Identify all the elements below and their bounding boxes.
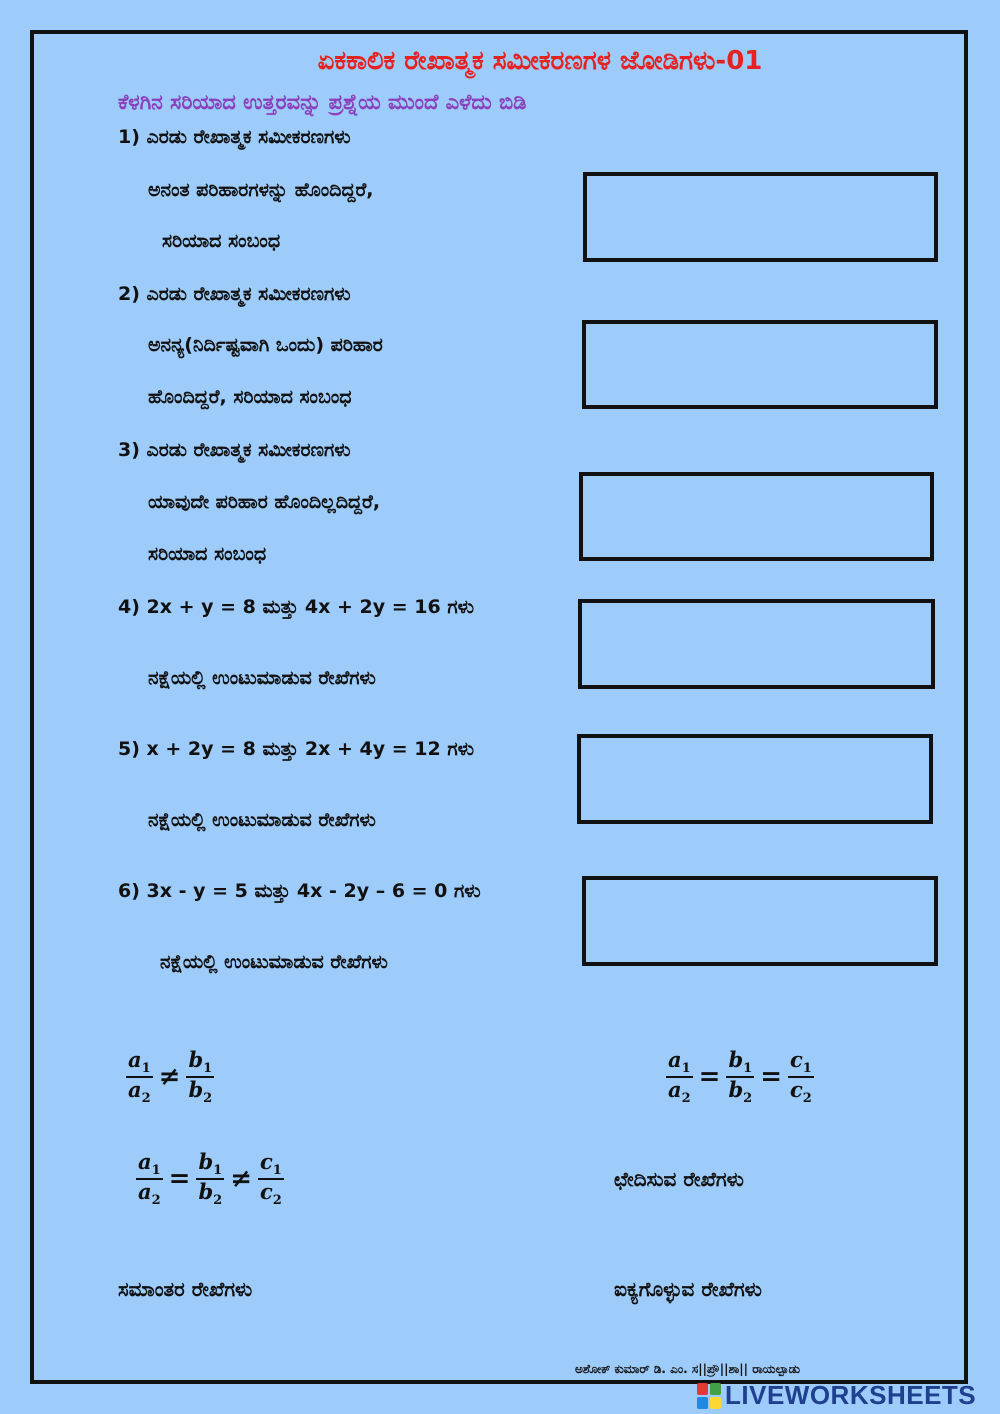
fraction-a: $\frac{a_1}{a_2}$ (138, 1149, 161, 1209)
liveworksheets-brand (697, 1380, 976, 1411)
answer-dropzone-1[interactable] (583, 172, 938, 262)
author-credit: ಅಶೋಕ್ ಕುಮಾರ್ ಡಿ. ಎಂ. ಸ||ಪ್ರೌ||ಶಾ|| ರಾಯಲ್ಪಾಡು (575, 1362, 801, 1376)
question-4-line-2: ನಕ್ಷೆಯಲ್ಲಿ ಉಂಟುಮಾಡುವ ರೇಖೆಗಳು (148, 667, 376, 689)
fraction-a: $\frac{a_1}{a_2}$ (668, 1047, 691, 1107)
question-5-line-2: ನಕ್ಷೆಯಲ್ಲಿ ಉಂಟುಮಾಡುವ ರೇಖೆಗಳು (148, 809, 376, 831)
question-5-line-1: 5) x + 2y = 8 ಮತ್ತು 2x + 4y = 12 ಗಳು (118, 738, 474, 760)
answer-dropzone-4[interactable] (578, 599, 935, 689)
equal-sign: = (760, 1062, 782, 1093)
fraction-b: $\frac{b_1}{b_2}$ (198, 1149, 223, 1209)
question-4-line-1: 4) 2x + y = 8 ಮತ್ತು 4x + 2y = 16 ಗಳು (118, 596, 474, 618)
option-formula-none[interactable] (132, 1150, 288, 1209)
fraction-c: $\frac{c_1}{c_2}$ (259, 1149, 282, 1209)
answer-dropzone-6[interactable] (582, 876, 938, 966)
fraction-b: $\frac{b_1}{b_2}$ (728, 1047, 753, 1107)
fraction-a: $\frac{a_1}{a_2}$ (128, 1047, 151, 1107)
question-1-line-1: 1) ಎರಡು ರೇಖಾತ್ಮಕ ಸಮೀಕರಣಗಳು (118, 126, 351, 148)
option-formula-unique[interactable] (122, 1048, 218, 1107)
question-1-line-3: ಸರಿಯಾದ ಸಂಬಂಧ (162, 230, 281, 252)
not-equal-sign: ≠ (158, 1062, 181, 1093)
question-2-line-3: ಹೊಂದಿದ್ದರೆ, ಸರಿಯಾದ ಸಂಬಂಧ (148, 386, 352, 408)
question-3-line-1: 3) ಎರಡು ರೇಖಾತ್ಮಕ ಸಮೀಕರಣಗಳು (118, 439, 351, 461)
question-2-line-2: ಅನನ್ಯ(ನಿರ್ದಿಷ್ಟವಾಗಿ ಒಂದು) ಪರಿಹಾರ (148, 334, 383, 356)
equal-sign: = (168, 1164, 191, 1195)
answer-dropzone-3[interactable] (579, 472, 934, 561)
answer-dropzone-2[interactable] (582, 320, 938, 409)
worksheet-title: ಏಕಕಾಲಿಕ ರೇಖಾತ್ಮಕ ಸಮೀಕರಣಗಳ ಜೋಡಿಗಳು-01 (317, 46, 763, 76)
option-coincident-lines[interactable]: ಐಕ್ಯಗೊಳ್ಳುವ ರೇಖೆಗಳು (614, 1277, 762, 1301)
question-6-line-1: 6) 3x - y = 5 ಮತ್ತು 4x - 2y – 6 = 0 ಗಳು (118, 880, 481, 902)
question-3-line-2: ಯಾವುದೇ ಪರಿಹಾರ ಹೊಂದಿಲ್ಲದಿದ್ದರೆ, (148, 491, 381, 513)
question-6-line-2: ನಕ್ಷೆಯಲ್ಲಿ ಉಂಟುಮಾಡುವ ರೇಖೆಗಳು (160, 951, 388, 973)
not-equal-sign: ≠ (230, 1164, 252, 1195)
instruction-text: ಕೆಳಗಿನ ಸರಿಯಾದ ಉತ್ತರವನ್ನು ಪ್ರಶ್ನೆಯ ಮುಂದೆ ಎಳೆದು ಬಿಡಿ (118, 90, 527, 114)
answer-dropzone-5[interactable] (577, 734, 933, 824)
liveworksheets-logo-icon (697, 1383, 721, 1409)
question-3-line-3: ಸರಿಯಾದ ಸಂಬಂಧ (148, 543, 267, 565)
option-parallel-lines[interactable]: ಸಮಾಂತರ ರೇಖೆಗಳು (118, 1277, 253, 1301)
question-1-line-2: ಅನಂತ ಪರಿಹಾರಗಳನ್ನು ಹೊಂದಿದ್ದರೆ, (148, 179, 374, 201)
question-2-line-1: 2) ಎರಡು ರೇಖಾತ್ಮಕ ಸಮೀಕರಣಗಳು (118, 283, 351, 305)
equal-sign: = (698, 1062, 721, 1093)
fraction-c: $\frac{c_1}{c_2}$ (789, 1047, 812, 1107)
option-intersecting-lines[interactable]: ಛೇದಿಸುವ ರೇಖೆಗಳು (614, 1167, 744, 1191)
fraction-b: $\frac{b_1}{b_2}$ (188, 1047, 213, 1107)
brand-name: LIVEWORKSHEETS (725, 1380, 977, 1410)
option-formula-infinite[interactable] (662, 1048, 818, 1107)
